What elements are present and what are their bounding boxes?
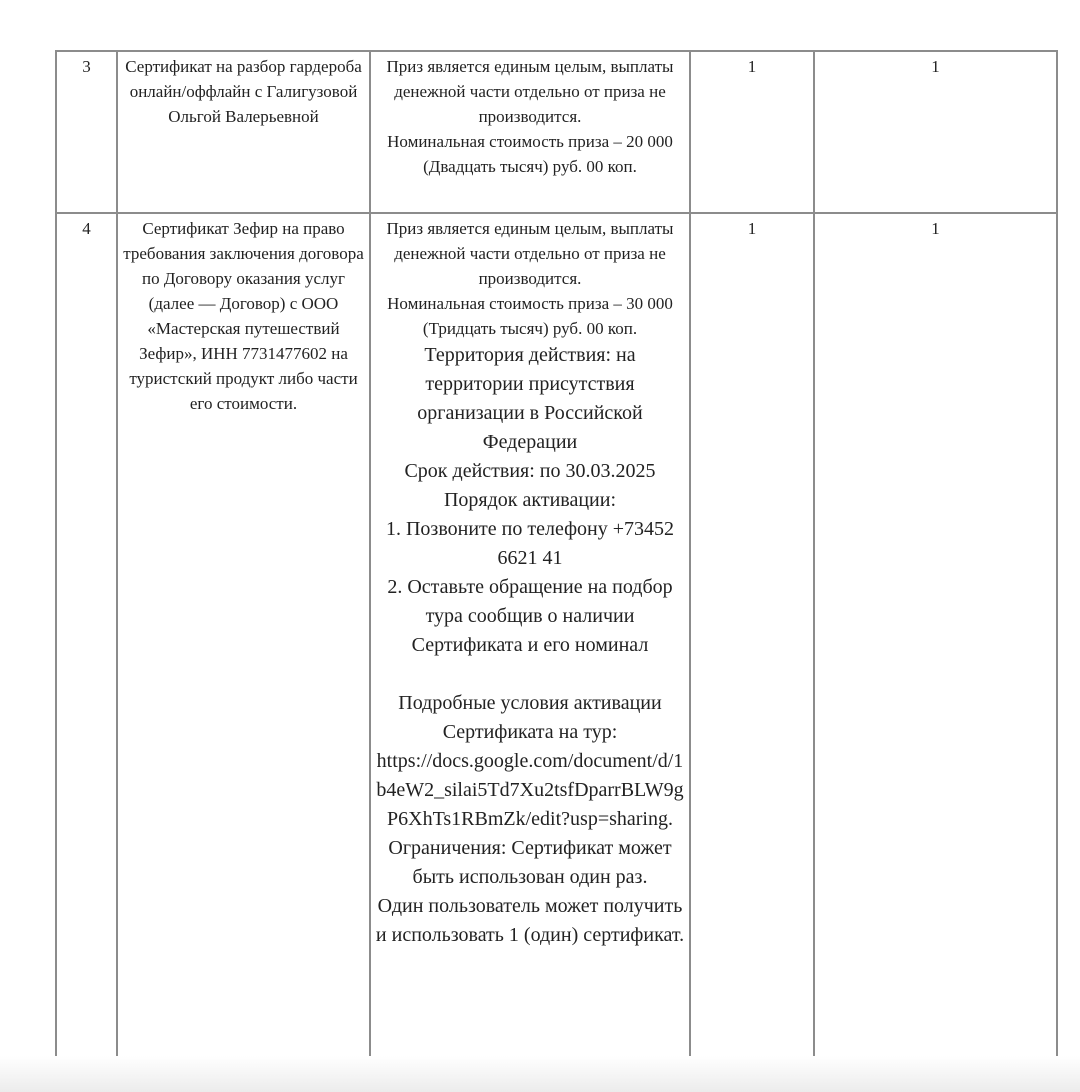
row-number-cell: [56, 213, 117, 1057]
prize-name: Сертификат на разбор гардероба онлайн/оффлайн с Галигузовой Ольгой Валерьевной: [125, 57, 367, 126]
restriction-text-1: Ограничения: Сертификат может быть использован один раз.: [388, 837, 672, 888]
prize-description-text: Приз является единым целым, выплаты денежной части отдельно от приза не производится.: [386, 57, 674, 126]
conditions-link[interactable]: https://docs.google.com/document/d/1b4eW2_silai5Td7Xu2tsfDparrBLW9gP6XhTs1RBmZk/edit?usp=sharing.: [376, 750, 684, 830]
activation-step-1: 1. Позвоните по телефону +73452 6621 41: [385, 518, 675, 569]
prize-name-cell: [117, 51, 370, 213]
prize-description-text: Приз является единым целым, выплаты денежной части отдельно от приза не производится.: [386, 219, 674, 288]
row-number-cell: [56, 51, 117, 213]
spacer: [374, 660, 686, 689]
quantity-value: 1: [747, 57, 757, 76]
count-value: 1: [931, 219, 940, 238]
prize-nominal-value: Номинальная стоимость приза – 30 000 (Тридцать тысяч) руб. 00 коп.: [387, 294, 673, 338]
page-bottom-shadow: [0, 1056, 1080, 1092]
prizes-table: [55, 50, 1058, 1058]
quantity-cell: [690, 51, 814, 213]
row-number: 3: [82, 57, 91, 76]
activation-step-2: 2. Оставьте обращение на подбор тура сообщив о наличии Сертификата и его номинал: [387, 576, 673, 656]
territory-text: Территория действия: на территории присутствия организации в Российской Федерации: [417, 344, 643, 453]
row-number: 4: [82, 219, 91, 238]
activation-heading: Порядок активации:: [443, 489, 617, 511]
quantity-cell: [690, 213, 814, 1057]
count-value: 1: [931, 57, 940, 76]
prize-nominal-value: Номинальная стоимость приза – 20 000 (Двадцать тысяч) руб. 00 коп.: [387, 132, 673, 176]
table-row: [56, 213, 1057, 1057]
prize-name: Сертификат Зефир на право требования заключения договора по Договору оказания услуг (далее — Договор) с ООО «Мастерская путешествий Зефир», ИНН 7731477602 на туристский продукт либо части его стоимости.: [123, 219, 364, 413]
prize-name-cell: [117, 213, 370, 1057]
table-row: [56, 51, 1057, 213]
count-cell: [814, 213, 1057, 1057]
prize-description-cell: [370, 51, 690, 213]
restriction-text-2: Один пользователь может получить и использовать 1 (один) сертификат.: [375, 895, 685, 946]
prize-description-cell: [370, 213, 690, 1057]
validity-text: Срок действия: по 30.03.2025: [404, 460, 656, 482]
conditions-heading: Подробные условия активации Сертификата на тур:: [398, 692, 662, 743]
quantity-value: 1: [747, 219, 757, 238]
count-cell: [814, 51, 1057, 213]
